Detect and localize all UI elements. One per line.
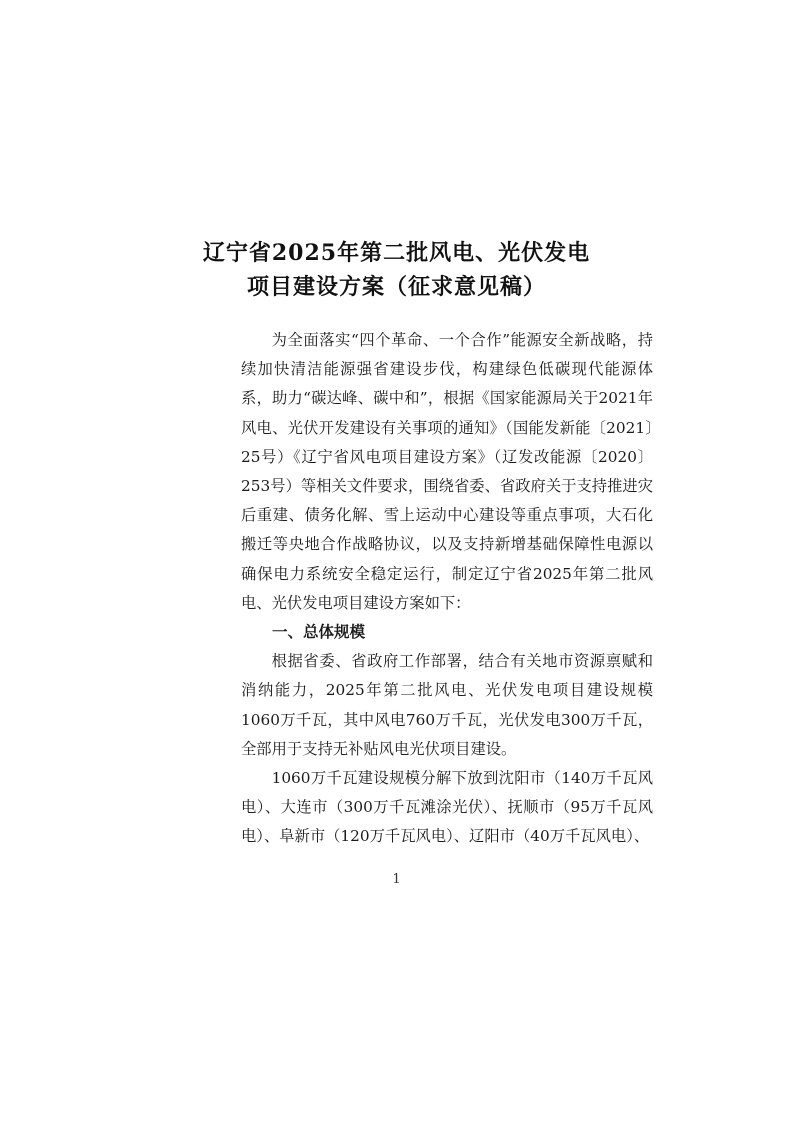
section-heading-overall-scale: 一、总体规模 bbox=[272, 623, 366, 642]
document-body bbox=[241, 326, 653, 852]
document-title-line-2: 项目建设方案（征求意见稿） bbox=[246, 274, 546, 300]
page-number: 1 bbox=[392, 872, 401, 887]
document-title-line-1: 辽宁省2025年第二批风电、光伏发电 bbox=[202, 240, 591, 266]
paragraph-overall-scale: 根据省委、省政府工作部署，结合有关地市资源禀赋和消纳能力，2025年第二批风电、光伏发电项目建设规模1060万千瓦，其中风电760万千瓦，光伏发电300万千瓦，全部用于支持无补贴风电光伏项目建设。 bbox=[241, 652, 653, 758]
paragraph-allocation: 1060万千瓦建设规模分解下放到沈阳市（140万千瓦风电）、大连市（300万千瓦滩涂光伏）、抚顺市（95万千瓦风电）、阜新市（120万千瓦风电）、辽阳市（40万千瓦风电）、 bbox=[241, 769, 653, 846]
paragraph-intro: 为全面落实“四个革命、一个合作”能源安全新战略，持续加快清洁能源强省建设步伐，构建绿色低碳现代能源体系，助力“碳达峰、碳中和”，根据《国家能源局关于2021年风电、光伏开发建设有关事项的通知》（国能发新能〔2021〕25号）《辽宁省风电项目建设方案》（辽发改能源〔2020〕253号）等相关文件要求，围绕省委、省政府关于支持推进灾后重建、债务化解、雪上运动中心建设等重点事项，大石化搬迁等央地合作战略协议，以及支持新增基础保障性电源以确保电力系统安全稳定运行，制定辽宁省2025年第二批风电、光伏发电项目建设方案如下： bbox=[241, 331, 653, 612]
